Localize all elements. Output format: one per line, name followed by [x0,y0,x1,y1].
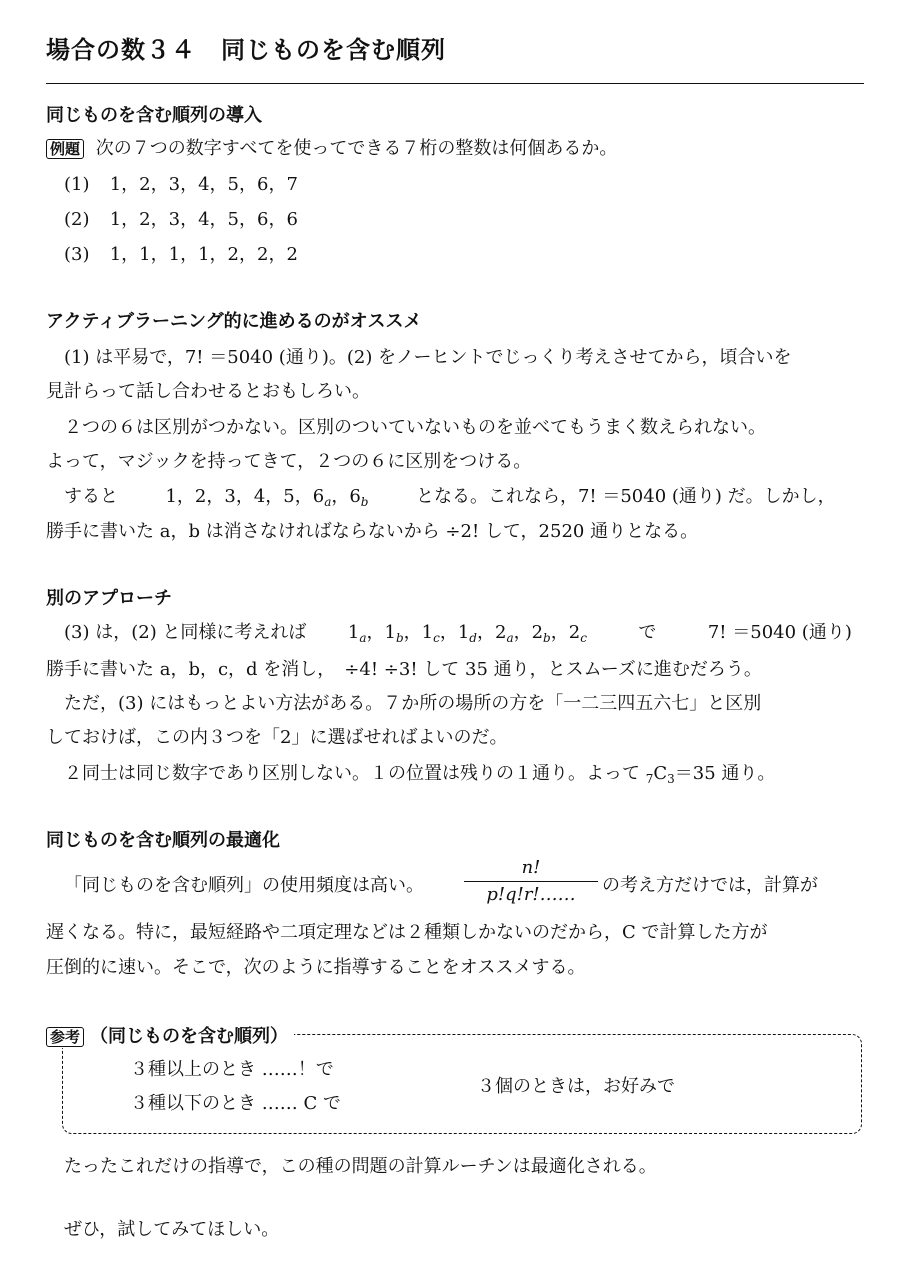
subscript: a [324,495,332,509]
example-item [64,240,298,266]
subscript: b [360,495,369,509]
math-sequence: 1，2，3，4，5，6 [165,486,325,507]
text-run: (3) は，(2) と同様に考えれば [64,622,307,643]
paragraph-line: 見計らって話し合わせるとおもしろい。 [46,381,370,402]
text-run: ２同士は同じ数字であり区別しない。１の位置は残りの１通り。よって [64,763,640,784]
math-term: $2_c$ [568,622,587,645]
math-term: $1_c$， [421,622,458,645]
paragraph-line [64,482,836,509]
text-run: ＝35 通り。 [674,763,776,784]
page-title: 場合の数３４ 同じものを含む順列 [46,36,446,64]
paragraph-line: ２つの６は区別がつかない。区別のついていないものを並べてもうまく数えられない。 [64,417,766,438]
reference-header [46,1022,294,1048]
item-sequence: 1，1，1，1，2，2，2 [109,244,298,265]
reference-box [62,1034,862,1134]
section-heading-active-learning: アクティブラーニング的に進めるのがオススメ [46,311,422,332]
item-number: (1) [64,174,90,195]
reference-title: （同じものを含む順列） [90,1026,289,1047]
text-run: で [638,622,657,643]
paragraph-line: 勝手に書いた a，b は消さなければならないから ÷2! して，2520 通りとなる。 [46,521,699,542]
reference-tag: 参考 [46,1027,84,1047]
item-number: (3) [64,244,90,265]
paragraph-line: しておけば，この内３つを「2」に選ばせればよいのだ。 [46,727,508,748]
fraction-denominator: p!q!r!…… [486,884,576,905]
fraction-numerator: n! [521,857,541,878]
reference-row: ３種以上のとき ……！で [130,1059,334,1080]
fraction-bar [464,881,598,882]
math-term: $1_b$， [384,622,422,645]
paragraph-line: 遅くなる。特に，最短経路や二項定理などは２種類しかないのだから，C で計算した方が [46,922,768,943]
text-run: すると [64,486,118,507]
item-number: (2) [64,209,90,230]
item-sequence: 1，2，3，4，5，6，6 [109,209,298,230]
example-tag: 例題 [46,139,84,159]
paragraph-line: ただ，(3) にはもっとよい方法がある。７か所の場所の方を「一二三四五六七」と区別 [64,693,762,714]
subscript: 3 [667,772,675,786]
text-run: 7! ＝5040 (通り) [707,622,852,643]
paragraph-line: よって，マジックを持ってきて，２つの６に区別をつける。 [46,451,532,472]
math-term: $2_b$， [531,622,569,645]
paragraph-line: の考え方だけでは，計算が [602,875,818,896]
section-heading-alternative: 別のアプローチ [46,588,172,609]
paragraph-line: 圧倒的に速い。そこで，次のように指導することをオススメする。 [46,957,586,978]
section-heading-intro: 同じものを含む順列の導入 [46,105,262,126]
math-sep: ，6 [331,486,361,507]
paragraph-line [64,618,852,645]
item-sequence: 1，2，3，4，5，6，7 [109,174,298,195]
paragraph-line: 「同じものを含む順列」の使用頻度は高い。 [64,875,424,896]
text-run: となる。これなら，7! ＝5040 (通り) だ。しかし， [415,486,836,507]
title-divider [46,83,864,84]
example-item [64,170,298,196]
paragraph-line [64,759,775,786]
reference-note: ３個のときは，お好みで [477,1076,675,1097]
example-item [64,205,298,231]
math-symbol: C [653,763,668,784]
math-term: $1_a$， [347,622,385,645]
closing-line: たったこれだけの指導で，この種の問題の計算ルーチンは最適化される。 [64,1156,657,1177]
math-term: $2_a$， [494,622,532,645]
subscript: 7 [645,772,654,786]
math-term: $1_d$， [457,622,495,645]
factorial-fraction [464,857,598,906]
paragraph-line: 勝手に書いた a，b，c，d を消し， ÷4! ÷3! して 35 通り，とスムーズに進むだろう。 [46,659,762,680]
closing-line: ぜひ，試してみてほしい。 [64,1219,280,1240]
example-question [46,134,617,160]
reference-row: ３種以下のとき …… C で [130,1093,341,1114]
section-heading-optimization: 同じものを含む順列の最適化 [46,830,280,851]
example-question-text: 次の７つの数字すべてを使ってできる７桁の整数は何個あるか。 [95,138,618,159]
paragraph-line: (1) は平易で，7! ＝5040 (通り)。(2) をノーヒントでじっくり考えさせてから，頃合いを [64,347,792,368]
